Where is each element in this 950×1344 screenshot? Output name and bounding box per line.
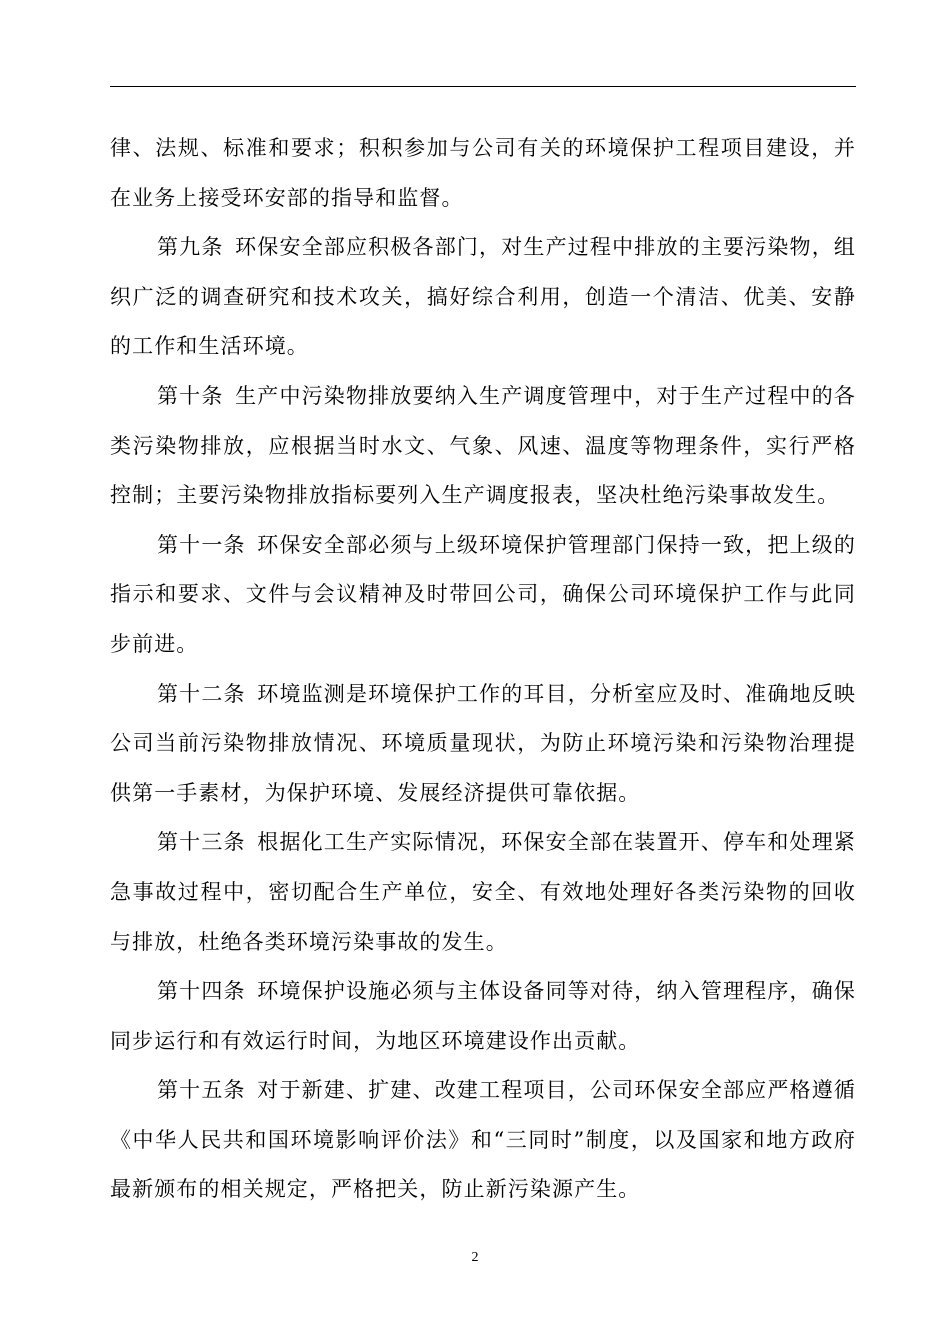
article-number: 第九条 <box>157 235 224 260</box>
paragraph-text: 环境保护设施必须与主体设备同等对待，纳入管理程序，确保同步运行和有效运行时间，为地区环境建设作出贡献。 <box>110 979 856 1053</box>
article-10 <box>110 372 856 521</box>
article-number: 第十五条 <box>157 1078 246 1103</box>
article-number: 第十三条 <box>157 830 246 855</box>
article-number: 第十二条 <box>157 681 246 706</box>
paragraph-text: 环保安全部应积极各部门，对生产过程中排放的主要污染物，组织广泛的调查研究和技术攻关，搞好综合利用，创造一个清洁、优美、安静的工作和生活环境。 <box>110 235 856 359</box>
paragraph-text: 环境监测是环境保护工作的耳目，分析室应及时、准确地反映公司当前污染物排放情况、环境质量现状，为防止环境污染和污染物治理提供第一手素材，为保护环境、发展经济提供可靠依据。 <box>110 681 856 805</box>
article-9 <box>110 223 856 372</box>
article-number: 第十四条 <box>157 979 246 1004</box>
article-number: 第十条 <box>157 383 224 408</box>
document-body <box>110 124 856 1215</box>
article-number: 第十一条 <box>157 532 246 557</box>
article-11 <box>110 521 856 670</box>
paragraph-text: 律、法规、标准和要求；积积参加与公司有关的环境保护工程项目建设，并在业务上接受环安部的指导和监督。 <box>110 136 856 210</box>
paragraph-text: 环保安全部必须与上级环境保护管理部门保持一致，把上级的指示和要求、文件与会议精神及时带回公司，确保公司环境保护工作与此同步前进。 <box>110 532 856 656</box>
article-12 <box>110 670 856 819</box>
paragraph-text: 对于新建、扩建、改建工程项目，公司环保安全部应严格遵循《中华人民共和国环境影响评价法》和“三同时”制度，以及国家和地方政府最新颁布的相关规定，严格把关，防止新污染源产生。 <box>110 1078 856 1202</box>
paragraph-text: 生产中污染物排放要纳入生产调度管理中，对于生产过程中的各类污染物排放，应根据当时水文、气象、风速、温度等物理条件，实行严格控制；主要污染物排放指标要列入生产调度报表，坚决杜绝污染事故发生。 <box>110 383 856 508</box>
paragraph-text: 根据化工生产实际情况，环保安全部在装置开、停车和处理紧急事故过程中，密切配合生产单位，安全、有效地处理好各类污染物的回收与排放，杜绝各类环境污染事故的发生。 <box>110 830 856 954</box>
article-13 <box>110 818 856 967</box>
page-number: 2 <box>471 1250 479 1265</box>
paragraph-continuation <box>110 124 856 223</box>
article-14 <box>110 967 856 1066</box>
article-15 <box>110 1066 856 1215</box>
header-rule <box>110 86 856 87</box>
